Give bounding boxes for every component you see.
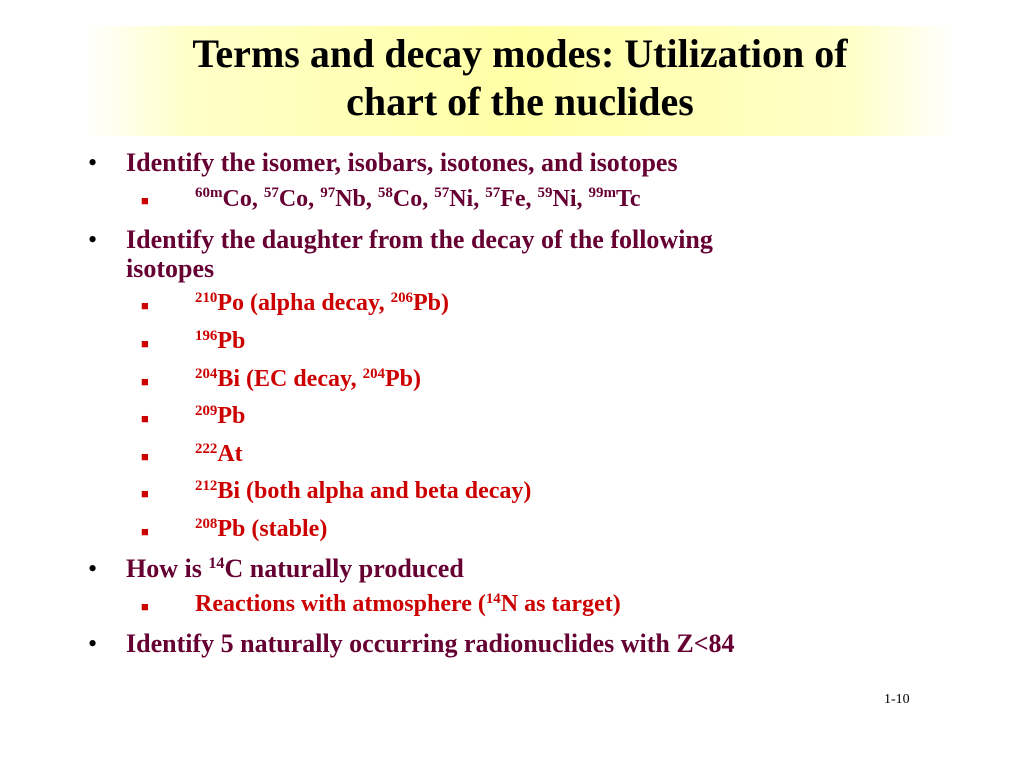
- nuclide-text: Co,: [392, 186, 435, 212]
- nuclide-sup: 59: [537, 185, 553, 201]
- slide-title: [84, 30, 956, 126]
- nuclide-text: Nb,: [335, 186, 378, 212]
- mass-number: 204: [362, 365, 385, 382]
- bullet-2-text-line-1: Identify the daughter from the decay of the following: [126, 225, 713, 254]
- bullet-4-text: Identify 5 naturally occurring radionuclides with Z<84: [126, 629, 735, 658]
- nuclide-sup: 57: [434, 185, 450, 201]
- sub-item-text: Pb: [217, 328, 246, 354]
- nuclide-sup: 97: [320, 185, 336, 201]
- bullet-icon: •: [88, 629, 98, 658]
- sub-bullet-icon: ■: [141, 336, 149, 351]
- nuclide-sup: 99m: [588, 185, 617, 201]
- sub-item-text: Pb: [217, 403, 246, 429]
- mass-number: 14: [208, 555, 225, 573]
- sub-bullet-icon: ■: [141, 298, 149, 313]
- nuclide-sup: 58: [377, 185, 393, 201]
- nuclide-sup: 57: [263, 185, 279, 201]
- sub-bullet-icon: ■: [141, 524, 149, 539]
- sub-item-bi204: [195, 366, 421, 393]
- sub-item-text: Reactions with atmosphere (: [195, 591, 486, 617]
- sub-item-pb196: [195, 328, 245, 355]
- sub-item-text: Pb): [384, 366, 421, 392]
- sub-item-po210: [195, 290, 449, 317]
- mass-number: 196: [195, 327, 218, 344]
- nuclide-text: Tc: [616, 186, 641, 212]
- mass-number: 14: [485, 590, 501, 607]
- sub-item-bi212: [195, 478, 531, 505]
- sub-bullet-icon: ■: [141, 193, 149, 208]
- sub-bullet-icon: ■: [141, 374, 149, 389]
- mass-number: 222: [195, 440, 218, 457]
- sub-item-pb209: [195, 403, 245, 430]
- nuclide-sup: 57: [485, 185, 501, 201]
- title-line-2: chart of the nuclides: [346, 79, 694, 124]
- bullet-2-text-line-2: isotopes: [126, 254, 215, 283]
- sub-bullet-icon: ■: [141, 449, 149, 464]
- mass-number: 208: [195, 515, 218, 532]
- nuclide-text: Fe,: [500, 186, 538, 212]
- nuclide-text: Ni,: [552, 186, 589, 212]
- title-line-1: Terms and decay modes: Utilization of: [192, 31, 848, 76]
- sub-bullet-icon: ■: [141, 599, 149, 614]
- bullet-text: C naturally produced: [224, 554, 464, 583]
- sub-item-text: Bi (both alpha and beta decay): [217, 478, 532, 504]
- mass-number: 210: [195, 289, 218, 306]
- sub-item-text: Pb): [412, 290, 449, 316]
- nuclide-text: Ni,: [449, 186, 486, 212]
- nuclide-sup: 60m: [195, 185, 223, 201]
- sub-item-text: N as target): [500, 591, 621, 617]
- sub-item-text: Bi (EC decay,: [217, 366, 363, 392]
- bullet-icon: •: [88, 554, 98, 583]
- nuclide-list: [195, 185, 641, 213]
- bullet-3-text: [126, 554, 464, 584]
- bullet-text: How is: [126, 554, 209, 583]
- mass-number: 212: [195, 477, 218, 494]
- sub-item-text: At: [217, 441, 243, 467]
- bullet-icon: •: [88, 225, 98, 254]
- bullet-icon: •: [88, 148, 98, 177]
- mass-number: 204: [195, 365, 218, 382]
- page-number: 1-10: [884, 692, 910, 707]
- sub-item-text: Pb (stable): [217, 516, 328, 542]
- sub-bullet-icon: ■: [141, 411, 149, 426]
- mass-number: 209: [195, 402, 218, 419]
- bullet-1-text: Identify the isomer, isobars, isotones, and isotopes: [126, 148, 678, 177]
- nuclide-text: Co,: [222, 186, 264, 212]
- sub-item-reactions: [195, 591, 621, 618]
- sub-item-pb208: [195, 516, 327, 543]
- sub-item-text: Po (alpha decay,: [217, 290, 391, 316]
- nuclide-text: Co,: [278, 186, 321, 212]
- sub-bullet-icon: ■: [141, 486, 149, 501]
- sub-item-at222: [195, 441, 243, 468]
- mass-number: 206: [390, 289, 413, 306]
